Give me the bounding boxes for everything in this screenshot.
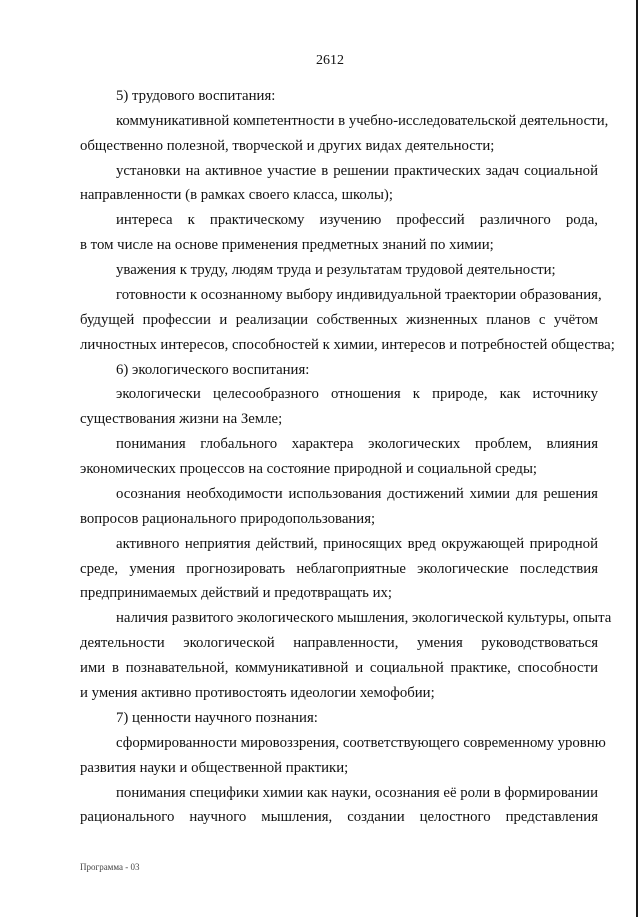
text-line: вопросов рационального природопользования; xyxy=(80,511,376,527)
text-line: существования жизни на Земле; xyxy=(80,411,283,427)
page-footer: Программа - 03 xyxy=(80,862,140,872)
text-line: деятельности экологической направленности, умения руководствоваться xyxy=(80,635,598,651)
text-line: личностных интересов, способностей к химии, интересов и потребностей общества; xyxy=(80,337,615,353)
text-line: среде, умения прогнозировать неблагоприятные экологические последствия xyxy=(80,561,598,577)
text-line: общественно полезной, творческой и других видах деятельности; xyxy=(80,138,495,154)
page-number: 2612 xyxy=(316,53,344,68)
text-line: интереса к практическому изучению профессий различного рода, xyxy=(116,212,598,228)
text-line: и умения активно противостоять идеологии хемофобии; xyxy=(80,685,435,701)
text-line: направленности (в рамках своего класса, школы); xyxy=(80,187,393,203)
text-line: будущей профессии и реализации собственных жизненных планов с учётом xyxy=(80,312,598,328)
section-heading: 7) ценности научного познания: xyxy=(116,710,318,726)
text-line: установки на активное участие в решении практических задач социальной xyxy=(116,163,598,179)
text-line: экологически целесообразного отношения к природе, как источнику xyxy=(116,386,598,402)
text-line: развития науки и общественной практики; xyxy=(80,760,349,776)
text-line: предпринимаемых действий и предотвращать их; xyxy=(80,585,393,601)
text-line: экономических процессов на состояние природной и социальной среды; xyxy=(80,461,538,477)
text-line: активного неприятия действий, приносящих вред окружающей природной xyxy=(116,536,598,552)
section-heading: 5) трудового воспитания: xyxy=(116,88,276,104)
text-line: ими в познавательной, коммуникативной и социальной практике, способности xyxy=(80,660,598,676)
section-heading: 6) экологического воспитания: xyxy=(116,362,310,378)
text-line: осознания необходимости использования достижений химии для решения xyxy=(116,486,598,502)
text-line: сформированности мировоззрения, соответствующего современному уровню xyxy=(116,735,606,751)
text-line: наличия развитого экологического мышления, экологической культуры, опыта xyxy=(116,610,612,626)
text-line: уважения к труду, людям труда и результатам трудовой деятельности; xyxy=(116,262,556,278)
text-line: рационального научного мышления, создании целостного представления xyxy=(80,809,598,825)
text-line: в том числе на основе применения предметных знаний по химии; xyxy=(80,237,494,253)
text-line: коммуникативной компетентности в учебно-исследовательской деятельности, xyxy=(116,113,609,129)
text-line: понимания глобального характера экологических проблем, влияния xyxy=(116,436,598,452)
text-line: готовности к осознанному выбору индивидуальной траектории образования, xyxy=(116,287,602,303)
text-line: понимания специфики химии как науки, осознания её роли в формировании xyxy=(116,785,598,801)
scan-edge-line xyxy=(636,0,638,917)
